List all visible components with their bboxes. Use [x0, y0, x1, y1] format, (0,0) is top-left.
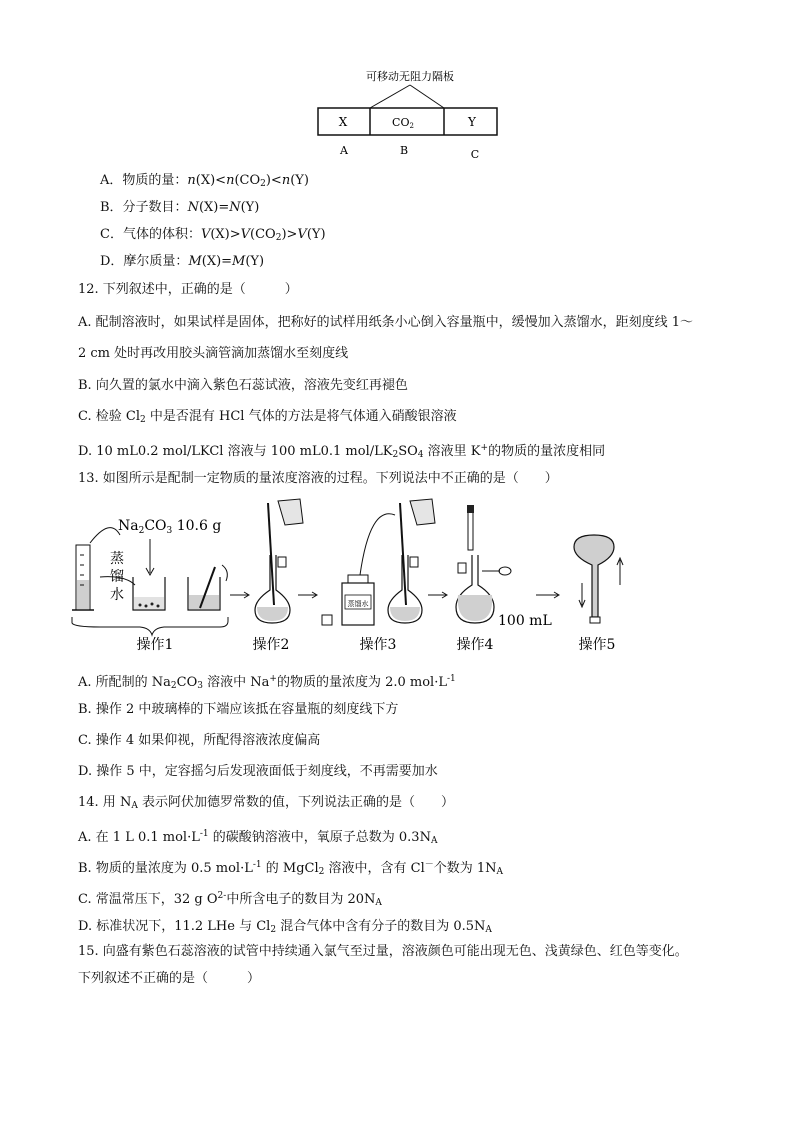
- beaker-2: [188, 565, 227, 610]
- op-label-5: 操作5: [578, 637, 616, 653]
- box-co2-label: CO2: [392, 116, 414, 130]
- label-b: B: [399, 144, 409, 157]
- q12-option-a-line1: A. 配制溶液时，如果试样是固体，把称好的试样用纸条小心倒入容量瓶中，缓慢加入蒸馏水，距刻度线 1～: [78, 315, 694, 330]
- op-label-2: 操作2: [252, 637, 290, 653]
- q14-option-c: C. 常温常压下，32 g $O^{2-}$中所含电子的数目为 $20N_A$: [78, 891, 382, 908]
- water-label-1: 蒸: [110, 551, 124, 567]
- beaker-1: [133, 577, 165, 610]
- bottle-label: 蒸馏水: [347, 600, 369, 608]
- box-y-label: Y: [468, 115, 476, 129]
- q13-option-a: A. 所配制的 $Na_2CO_3$ 溶液中 Na+的物质的量浓度为 2.0 $mol\cdot L^{-1}$: [78, 674, 456, 691]
- op-label-4: 操作4: [456, 637, 494, 653]
- label-c: C: [470, 148, 480, 161]
- wash-bottle: [322, 514, 395, 625]
- box-x-label: X: [338, 115, 348, 129]
- q12-option-b: B. 向久置的氯水中滴入紫色石蕊试液，溶液先变红再褪色: [78, 378, 408, 393]
- q13-option-c: C. 操作 4 如果仰视，所配得溶液浓度偏高: [78, 733, 321, 748]
- q15-stem-line2: 下列叙述不正确的是（ ）: [78, 971, 261, 986]
- q14-stem: 14. 用 $N_A$ 表示阿伏加德罗常数的值，下列说法正确的是（ ）: [78, 795, 454, 811]
- op-label-1: 操作1: [136, 637, 174, 653]
- q13-option-d: D. 操作 5 中，定容摇匀后发现液面低于刻度线，不再需要加水: [78, 764, 438, 779]
- q11-option-c: C．气体的体积：$V(X)>V(CO_2)>V(Y)$: [100, 227, 326, 243]
- partition-diagram: [0, 0, 794, 170]
- q13-option-b: B. 操作 2 中玻璃棒的下端应该抵在容量瓶的刻度线下方: [78, 702, 399, 717]
- volume-label: 100 mL: [498, 613, 552, 629]
- q11-option-d: D．摩尔质量：M(X)=M(Y): [100, 254, 265, 269]
- q11-option-a: A．物质的量：$n(X)<n(CO_2)<n(Y)$: [100, 173, 309, 189]
- q12-option-a-line2: 2 cm 处时再改用胶头滴管滴加蒸馏水至刻度线: [78, 346, 349, 361]
- solution-preparation-figure: [0, 495, 794, 670]
- inverted-flask-5: [574, 535, 623, 623]
- reagent-label: $Na_2CO_3$ 10.6 g: [118, 518, 222, 536]
- volumetric-flask-3: [388, 499, 435, 623]
- q14-option-d: D. 标准状况下，11.2 LHe 与 $Cl_2$ 混合气体中含有分子的数目为 $0.5N_A$: [78, 919, 492, 935]
- q13-stem: 13. 如图所示是配制一定物质的量浓度溶液的过程。下列说法中不正确的是（ ）: [78, 471, 558, 486]
- q14-option-b: B. 物质的量浓度为 0.5 $mol\cdot L^{-1}$ 的 MgCl$_2$ 溶液中，含有 Cl－个数为 $1N_A$: [78, 860, 504, 877]
- q12-option-c: C. 检验 $Cl_2$ 中是否混有 HCl 气体的方法是将气体通入硝酸银溶液: [78, 409, 457, 425]
- volumetric-flask-4: [456, 505, 511, 623]
- q11-option-b: B．分子数目：N(X)=N(Y): [100, 200, 260, 215]
- q12-option-d: D. 10 mL0.2 mol/LKCl 溶液与 100 mL0.1 mol/$LK_2SO_4$ 溶液里 K+的物质的量浓度相同: [78, 443, 606, 460]
- graduated-cylinder: [72, 545, 94, 610]
- partition-label: 可移动无阻力隔板: [366, 70, 454, 83]
- label-a: A: [340, 144, 348, 157]
- water-label-3: 水: [110, 587, 124, 603]
- q14-option-a: A. 在 1 L 0.1 $mol\cdot L^{-1}$ 的碳酸钠溶液中，氧原子总数为 $0.3N_A$: [78, 829, 438, 846]
- volumetric-flask-2: [255, 499, 303, 623]
- op-label-3: 操作3: [359, 637, 397, 653]
- q15-stem-line1: 15. 向盛有紫色石蕊溶液的试管中持续通入氯气至过量，溶液颜色可能出现无色、浅黄绿色、红色等变化。: [78, 944, 688, 959]
- water-label-2: 馏: [110, 569, 124, 585]
- q12-stem: 12. 下列叙述中，正确的是（ ）: [78, 282, 298, 297]
